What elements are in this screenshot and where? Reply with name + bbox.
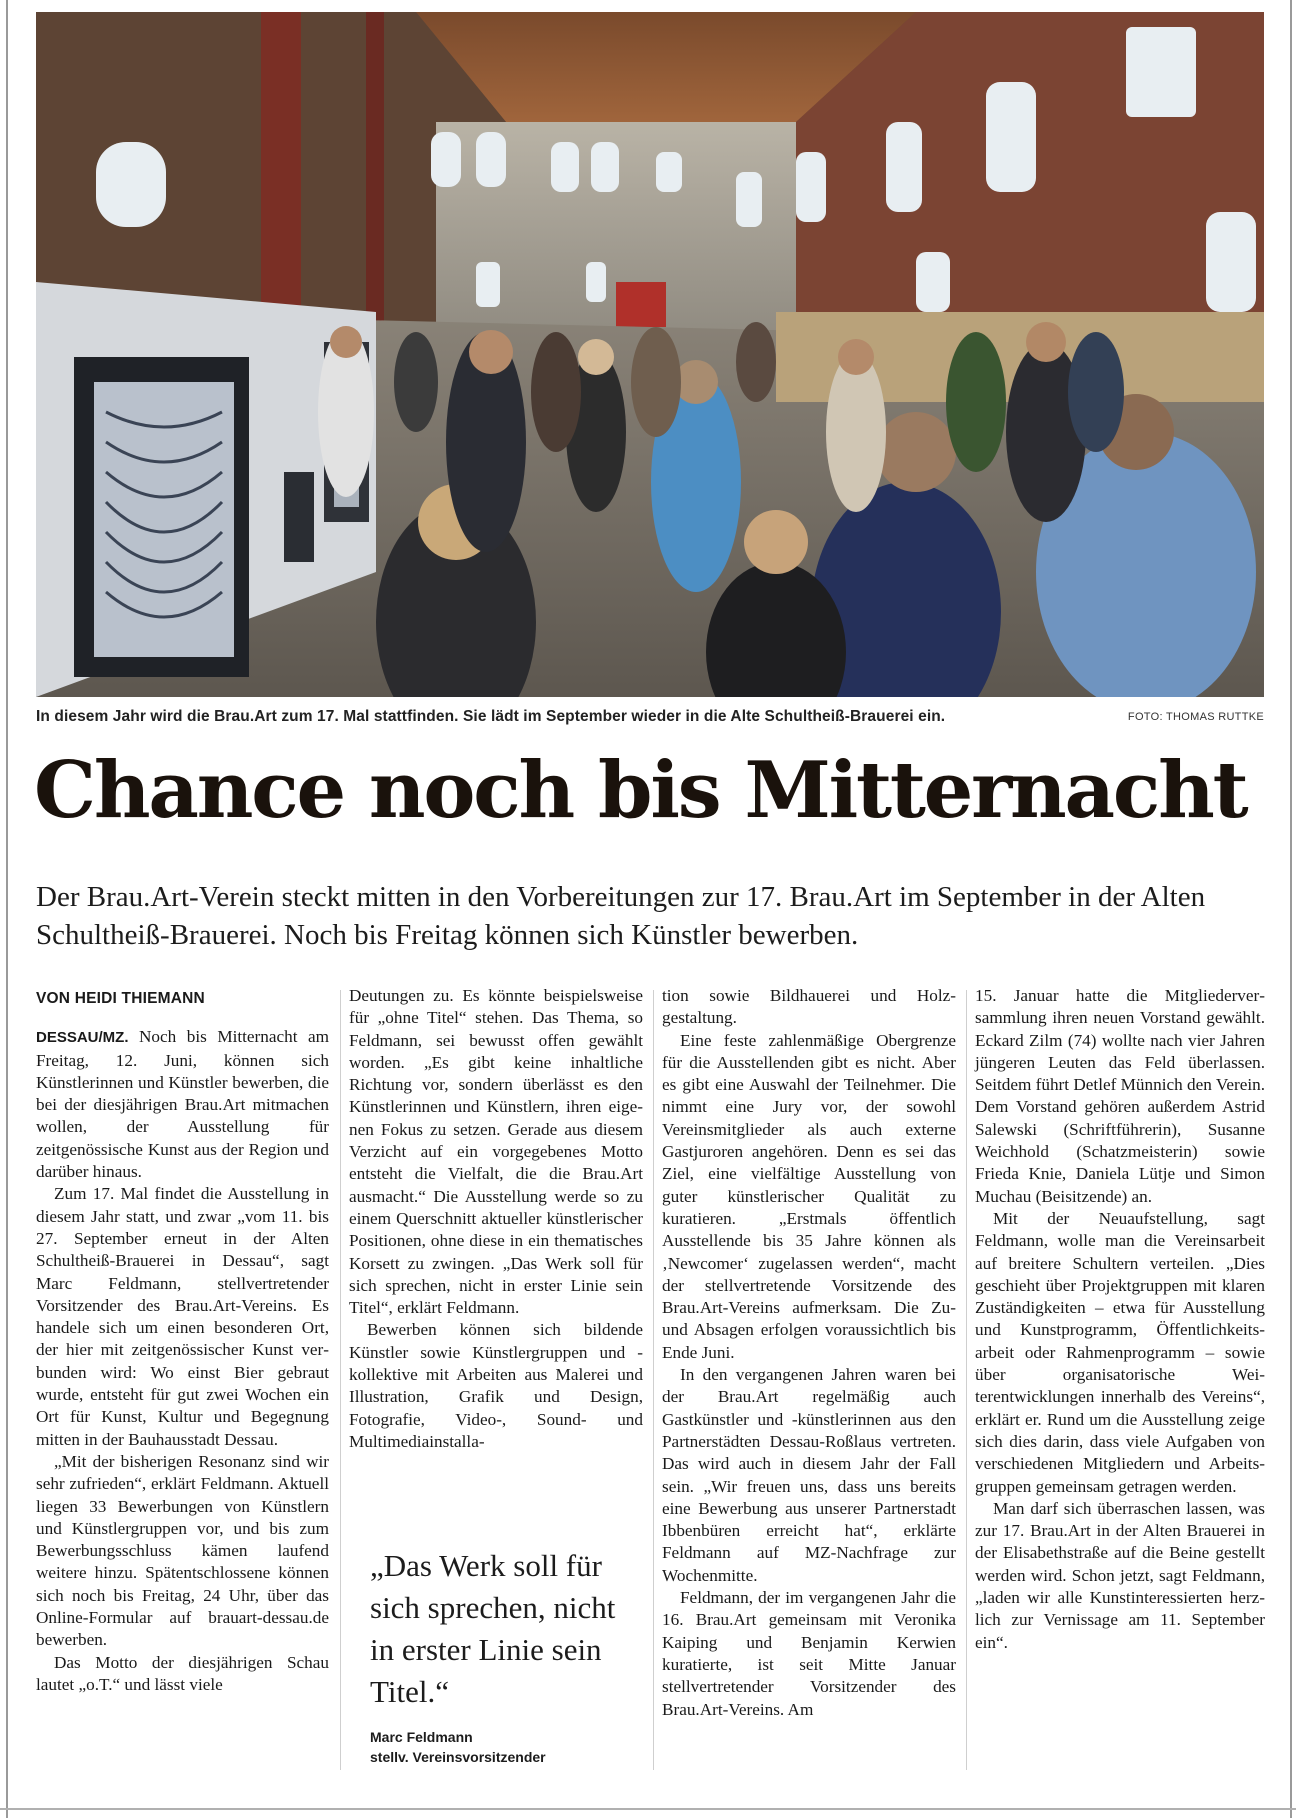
article-paragraph: Bewerben können sich bildende Künstler sowie Künstlergruppen und -kollektive mit Arbeiten aus Malerei und Illustration, Grafik und Design, Fotografie, Video-, Sound- und Multimediainstalla- (349, 1320, 643, 1451)
article-column-4 (975, 985, 1265, 1654)
article-paragraph: Man darf sich überraschen lassen, was zur 17. Brau.Art in der Alten Brauerei in der Elisabethstraße auf die Beine gestellt werden wird. Schon jetzt, sagt Feldmann, „laden wir alle Kunstinteressierten herzlich zur Vernissage am 11. September ein“. (975, 1498, 1265, 1652)
exhibition-hall-photo (36, 12, 1264, 697)
frame-line-right (1290, 0, 1292, 1818)
pull-quote-author-name: Marc Feldmann (370, 1729, 473, 1745)
photo-credit: FOTO: THOMAS RUTTKE (1127, 711, 1264, 723)
column-center (366, 12, 384, 362)
article-column-1 (36, 988, 329, 1696)
byline: VON HEIDI THIEMANN (36, 990, 205, 1007)
article-column-3 (662, 985, 956, 1721)
column-divider (966, 990, 967, 1770)
article-paragraph: Eine feste zahlenmäßige Obergrenze für die Ausstellenden gibt es nicht. Aber es gibt eine Auswahl der Teilnehmer. Die nimmt eine Jury vor, der sowohl Vereinsmitglieder als auch externe Gastjuroren angehören. Denn es sei das Ziel, eine vielfältige Ausstellung von guter künstlerischer Qualität zu kuratieren. „Erstmals öffentlich Ausstellende bis 35 Jahre können als ‚Newcomer‘ zugelassen werden“, macht der stellvertretende Vorsitzende des Brau.Art-Vereins aufmerksam. Die Zu- und Absagen erfolgen voraussichtlich bis Ende Juni. (662, 1030, 956, 1362)
pull-quote-text: „Das Werk soll für sich sprechen, nicht in erster Linie sein Titel.“ (370, 1548, 616, 1709)
headline: Chance noch bis Mitternacht (34, 745, 1247, 836)
article-paragraph: Zum 17. Mal findet die Ausstellung in diesem Jahr statt, und zwar „vom 11. bis 27. September erneut in der Alten Schultheiß-Brauerei in Dessau“, sagt Marc Feldmann, stellvertretender Vorsitzender des Brau.Art-Vereins. Es handele sich um einen besonderen Ort, der hier mit zeitgenössischer Kunst verbunden wird: Wo einst Bier gebraut wurde, entsteht für gut zwei Wochen ein Ort für Kunst, Kultur und Begegnung mitten in der Bauhausstadt Dessau. (36, 1184, 329, 1449)
frame-line-bottom (0, 1808, 1296, 1810)
article-paragraph: tion sowie Bildhauerei und Holzgestaltung. (662, 986, 956, 1028)
article-paragraph: Deutungen zu. Es könnte beispielsweise für „ohne Titel“ stehen. Das Thema, so Feldmann, sei bewusst offen gewählt worden. „Es gibt keine inhaltliche Richtung vor, sondern überlässt es den Künstlerinnen und Künstlern, ihren eigenen Fokus zu setzen. Gerade aus diesem Verzicht auf ein vorgegebenes Motto entsteht die Vielfalt, die die Brau.Art ausmacht.“ Die Ausstellung werde so zu einem Querschnitt aktueller künstlerischer Positionen, ohne diese in ein thematisches Korsett zu zwingen. „Das Werk soll für sich sprechen, nicht in erster Linie sein Titel“, erklärt Feldmann. (349, 986, 643, 1318)
photo-illustration (36, 12, 1264, 697)
article-paragraph: Feldmann, der im vergangenen Jahr die 16. Brau.Art gemeinsam mit Veronika Kaiping und Benjamin Kerwien kuratierte, ist seit Mitte Januar stellvertretender Vorsitzender des Brau.Art-Vereins. Am (662, 1588, 956, 1719)
article-paragraph: In den vergangenen Jahren waren bei der Brau.Art regelmäßig auch Gastkünstler und -künstlerinnen aus den Partnerstädten Dessau-Roßlaus vertreten. Das wird auch in diesem Jahr der Fall sein. „Wir freuen uns, dass uns bereits eine Bewerbung aus unserer Partnerstadt Ibbenbüren erreicht hat“, erklärte Feldmann auf MZ-Nachfrage zur Wochenmitte. (662, 1365, 956, 1585)
article-column-2 (349, 985, 643, 1453)
frame-line-left (6, 0, 8, 1818)
article-paragraph: „Mit der bisherigen Resonanz sind wir sehr zufrieden“, erklärt Feldmann. Aktuell liegen 33 Bewerbungen von Künstlern und Künstlergruppen vor, und bis zum Bewerbungsschluss kämen laufend weitere hinzu. Spätentschlossene können sich noch bis Freitag, 24 Uhr, über das Online-Formular auf brauart-dessau.de bewerben. (36, 1451, 329, 1650)
article-paragraph (36, 1026, 329, 1183)
article-paragraph: 15. Januar hatte die Mitgliederversammlung ihren neuen Vorstand gewählt. Eckard Zilm (74) wollte nach vier Jahren jüngeren Leuten das Feld überlassen. Seitdem führt Detlef Münnich den Verein. Dem Vorstand gehören außerdem Astrid Salewski (Schriftführerin), Susanne Weichhold (Schatzmeisterin) sowie Frieda Knie, Daniela Lütje und Simon Muchau (Beisitzende) an. (975, 986, 1265, 1206)
paragraph-text: Noch bis Mitternacht am Freitag, 12. Juni, können sich Künstlerinnen und Künstler bewerben, die bei der diesjährigen Brau.Art mitmachen wollen, der Ausstellung für zeitgenössische Kunst aus der Region und darüber hinaus. (36, 1027, 329, 1182)
artwork-red (616, 282, 666, 327)
article-paragraph: Das Motto der diesjährigen Schau lautet „o.T.“ und lässt viele (36, 1652, 329, 1694)
dateline: DESSAU/MZ. (36, 1029, 129, 1047)
column-divider (653, 990, 654, 1770)
caption-text: In diesem Jahr wird die Brau.Art zum 17. Mal stattfinden. Sie lädt im September wieder in die Alte Schultheiß-Brauerei ein. (36, 708, 946, 725)
column-divider (340, 990, 341, 1770)
pull-quote (370, 1545, 635, 1767)
article-paragraph: Mit der Neuaufstellung, sagt Feldmann, wolle man die Vereinsarbeit auf breitere Schultern verteilen. „Dies geschieht über Projektgruppen mit klaren Zuständigkeiten – etwa für Ausstellung und Kunstprogramm, Öffentlichkeitsarbeit oder Rahmenprogramm – sowie über organisatorische Weiterentwicklungen innerhalb des Vereins“, erklärt er. Rund um die Ausstellung zeige sich dies darin, dass viele Aufgaben von verschiedenen Mitgliedern und Arbeitsgruppen gemeinsam getragen werden. (975, 1208, 1265, 1496)
subhead: Der Brau.Art-Verein steckt mitten in den Vorbereitungen zur 17. Brau.Art im September in der Alten Schultheiß-Brauerei. Noch bis Freitag können sich Künstler bewerben. (36, 881, 1206, 951)
pull-quote-author (370, 1727, 635, 1767)
pull-quote-author-role: stellv. Vereinsvorsitzender (370, 1749, 546, 1765)
photo-caption (36, 708, 1264, 732)
